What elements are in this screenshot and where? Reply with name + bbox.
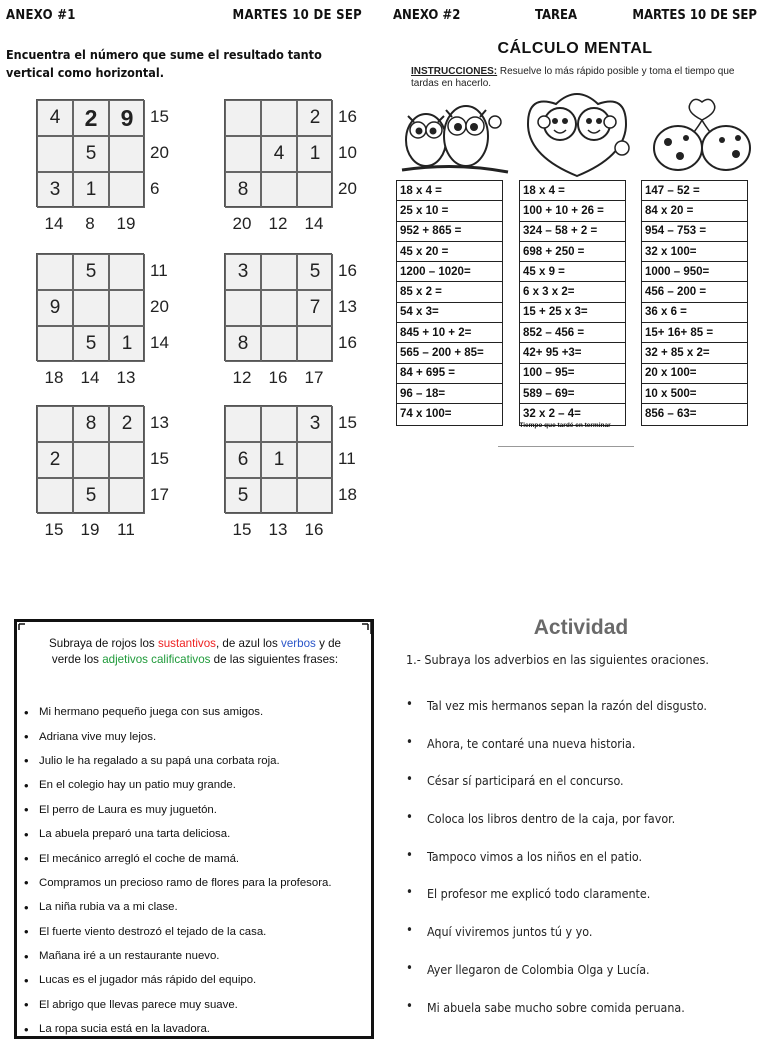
math-operation[interactable]: 20 x 100= [642,364,747,384]
math-operation[interactable]: 15+ 16+ 85 = [642,323,747,343]
puzzle-6 [224,405,364,553]
puzzle-cell: 2 [109,406,145,442]
puzzle-cell[interactable] [261,406,297,442]
anexo2-header [393,8,757,28]
puzzle-cell[interactable] [109,136,145,172]
puzzle-cell[interactable] [109,290,145,326]
calculo-mental-title: CÁLCULO MENTAL [497,40,653,57]
puzzle-cell[interactable] [225,100,261,136]
math-operation[interactable]: 42+ 95 +3= [520,343,625,363]
row-sum: 17 [150,485,169,504]
math-operation[interactable]: 96 – 18= [397,384,502,404]
adverb-sentence: • Mi abuela sabe mucho sobre comida peruana. [402,1000,764,1038]
column-sum: 17 [304,368,324,387]
puzzle-5 [36,405,176,553]
row-sum: 15 [338,413,357,432]
puzzle-cell[interactable] [297,478,333,514]
row-sum: 13 [150,413,169,432]
math-operation[interactable]: 32 x 2 – 4= [523,408,581,421]
adverb-sentence: • El profesor me explicó todo claramente. [402,886,764,924]
row-sum: 20 [338,179,357,198]
math-operation[interactable]: 18 x 4 = [397,181,502,201]
column-sum: 19 [116,214,136,233]
adverb-sentence-list [402,698,764,1037]
puzzle-grid [224,405,332,513]
column-sum: 14 [304,214,324,233]
puzzle-cell[interactable] [73,290,109,326]
column-sum: 15 [44,520,64,539]
puzzle-cell: 3 [225,254,261,290]
anexo1-header [6,8,362,28]
grammar-sentence: • El mecánico arregló el coche de mamá. [24,846,369,870]
puzzle-grid [36,405,144,513]
puzzle-cell: 7 [297,290,333,326]
row-sum: 20 [150,143,169,162]
column-sum: 12 [232,368,252,387]
grammar-sentence: • Compramos un precioso ramo de flores para la profesora. [24,871,369,895]
row-sum: 15 [150,449,169,468]
row-sum: 11 [338,449,356,468]
column-sum: 12 [268,214,288,233]
row-sum: 11 [150,261,168,280]
adverb-sentence: • Ahora, te contaré una nueva historia. [402,736,764,774]
puzzle-cell: 4 [37,100,73,136]
puzzle-grid [224,99,332,207]
column-sum: 18 [44,368,64,387]
sustantivos-word: sustantivos [157,637,216,650]
adverb-sentence: • César sí participará en el concurso. [402,773,764,811]
puzzle-cell[interactable] [297,442,333,478]
puzzle-cell: 5 [297,254,333,290]
puzzle-cell[interactable] [225,406,261,442]
math-operation[interactable]: 845 + 10 + 2= [397,323,502,343]
math-operation[interactable]: 1000 – 950= [642,262,747,282]
puzzle-cell: 9 [37,290,73,326]
grammar-sentence: • Lucas es el jugador más rápido del equipo. [24,968,369,992]
operations-column-1 [396,180,503,426]
monkeys-illustration [516,84,638,180]
column-sum: 11 [117,520,135,539]
instr-part: , de azul los [215,637,282,650]
puzzle-cell: 3 [37,172,73,208]
column-sum: 16 [304,520,324,539]
column-sum: 16 [268,368,288,387]
grammar-sentence: • El perro de Laura es muy juguetón. [24,798,369,822]
puzzle-cell: 6 [225,442,261,478]
puzzle-cell[interactable] [261,100,297,136]
puzzle-cell[interactable] [73,442,109,478]
actividad-title: Actividad [533,616,629,639]
corner-ornament-icon [15,620,31,636]
adverb-sentence: • Coloca los libros dentro de la caja, por favor. [402,811,764,849]
adverb-sentence: • Tampoco vimos a los niños en el patio. [402,849,764,887]
instructions-text: Resuelve lo más rápido posible y toma el tiempo que tardas en hacerlo. [411,66,735,89]
puzzle-cell: 2 [73,100,109,136]
puzzle-cell: 4 [261,136,297,172]
column-sum: 20 [232,214,252,233]
adverb-sentence: • Aquí viviremos juntos tú y yo. [402,924,764,962]
math-operation[interactable]: 18 x 4 = [520,181,625,201]
math-operation[interactable]: 100 – 95= [520,364,625,384]
puzzle-cell[interactable] [297,172,333,208]
puzzle-cell[interactable] [37,254,73,290]
math-operation[interactable]: 100 + 10 + 26 = [520,201,625,221]
puzzle-cell[interactable] [37,326,73,362]
puzzle-cell: 5 [73,326,109,362]
math-operation[interactable]: 84 + 695 = [397,364,502,384]
puzzle-cell: 8 [73,406,109,442]
adverb-sentence: • Tal vez mis hermanos sepan la razón del disgusto. [402,698,764,736]
puzzle-cell[interactable] [37,478,73,514]
puzzle-1 [36,99,176,247]
puzzle-cell: 8 [225,172,261,208]
column-sum: 15 [232,520,252,539]
anexo2-date: MARTES 10 DE SEP [632,8,757,23]
column-sum: 13 [116,368,136,387]
grammar-sentence: • Mañana iré a un restaurante nuevo. [24,944,369,968]
adjetivos-word: adjetivos calificativos [102,653,211,666]
puzzle-cell: 5 [73,254,109,290]
puzzle-cell: 8 [225,326,261,362]
row-sum: 18 [338,485,357,504]
puzzle-cell[interactable] [109,172,145,208]
puzzle-cell[interactable] [261,326,297,362]
time-taken-label: Tiempo que tardé en terminar [519,422,611,429]
math-operation[interactable]: 32 x 100= [642,242,747,262]
puzzle-cell: 1 [73,172,109,208]
puzzle-cell[interactable] [261,290,297,326]
math-operation[interactable]: 10 x 500= [642,384,747,404]
puzzle-cell[interactable] [109,254,145,290]
puzzle-cell: 5 [225,478,261,514]
owls-illustration [400,92,510,180]
math-operation[interactable]: 32 + 85 x 2= [642,343,747,363]
anexo1-instruction: Encuentra el número que sume el resultado tanto vertical como horizontal. [6,47,322,80]
puzzle-cell: 3 [297,406,333,442]
math-operation[interactable]: 856 – 63= [645,408,697,421]
actividad-instruction: 1.- Subraya los adverbios en las siguientes oraciones. [406,652,709,667]
column-sum: 19 [80,520,100,539]
math-operation[interactable]: 74 x 100= [400,408,452,421]
math-operation[interactable]: 954 – 753 = [642,222,747,242]
column-sum: 14 [44,214,64,233]
puzzle-cell[interactable] [225,290,261,326]
grammar-sentence: • Julio le ha regalado a su papá una corbata roja. [24,749,369,773]
puzzle-grid [224,253,332,361]
puzzle-cell: 9 [109,100,145,136]
puzzle-cell[interactable] [297,326,333,362]
grammar-sentence: • La niña rubia va a mi clase. [24,895,369,919]
instr-part: y de verde los [51,637,341,666]
operations-column-3 [641,180,748,426]
adverb-sentence: • Ayer llegaron de Colombia Olga y Lucía. [402,962,764,1000]
math-operation[interactable]: 589 – 69= [520,384,625,404]
math-operation[interactable]: 85 x 2 = [397,282,502,302]
math-operation[interactable]: 324 – 58 + 2 = [520,222,625,242]
column-sum: 8 [85,214,95,233]
math-operation[interactable]: 6 x 3 x 2= [520,282,625,302]
grammar-sentence: • Adriana vive muy lejos. [24,724,369,748]
grammar-sentence: • La ropa sucia está en la lavadora. [24,1017,369,1041]
verbos-word: verbos [281,637,316,650]
puzzle-cell[interactable] [109,442,145,478]
puzzle-cell[interactable] [109,478,145,514]
column-sum: 14 [80,368,100,387]
puzzle-2 [224,99,364,247]
puzzle-cell[interactable] [261,172,297,208]
column-sum: 13 [268,520,288,539]
puzzle-cell: 2 [37,442,73,478]
grammar-instruction [34,636,356,668]
grammar-sentence: • En el colegio hay un patio muy grande. [24,773,369,797]
row-sum: 16 [338,333,357,352]
puzzle-cell: 2 [297,100,333,136]
math-operation[interactable]: 45 x 20 = [397,242,502,262]
puzzle-cell: 1 [109,326,145,362]
row-sum: 6 [150,179,160,198]
puzzle-grid [36,99,144,207]
puzzle-cell: 5 [73,136,109,172]
grammar-sentence: • La abuela preparó una tarta deliciosa. [24,822,369,846]
row-sum: 10 [338,143,357,162]
grammar-sentence-list [24,700,369,1041]
puzzle-cell[interactable] [225,136,261,172]
math-operation[interactable]: 25 x 10 = [397,201,502,221]
math-operation[interactable]: 1200 – 1020= [397,262,502,282]
anexo1-label: ANEXO #1 [6,8,76,23]
time-taken-input-line[interactable] [498,446,634,447]
grammar-sentence: • Mi hermano pequeño juega con sus amigos. [24,700,369,724]
ladybugs-illustration [650,96,754,180]
row-sum: 16 [338,261,357,280]
puzzle-cell: 1 [297,136,333,172]
puzzle-cell[interactable] [37,136,73,172]
anexo1-date: MARTES 10 DE SEP [232,8,362,23]
math-operation[interactable]: 15 + 25 x 3= [520,303,625,323]
puzzle-cell[interactable] [37,406,73,442]
math-operation[interactable]: 456 – 200 = [642,282,747,302]
math-operation[interactable]: 852 – 456 = [520,323,625,343]
instr-part: Subraya de rojos los [49,637,158,650]
math-operation[interactable]: 952 + 865 = [397,222,502,242]
math-operation[interactable]: 565 – 200 + 85= [397,343,502,363]
math-operation[interactable]: 698 + 250 = [520,242,625,262]
anexo2-tag: TAREA [535,8,578,23]
puzzle-cell: 5 [73,478,109,514]
row-sum: 13 [338,297,357,316]
puzzle-grid [36,253,144,361]
math-operation[interactable]: 54 x 3= [397,303,502,323]
corner-ornament-icon [356,620,372,636]
instr-part: de las siguientes frases: [210,653,339,666]
grammar-sentence: • El fuerte viento destrozó el tejado de la casa. [24,920,369,944]
grammar-sentence: • El abrigo que llevas parece muy suave. [24,993,369,1017]
puzzle-cell[interactable] [261,254,297,290]
operations-column-2 [519,180,626,426]
math-operation[interactable]: 147 – 52 = [642,181,747,201]
row-sum: 16 [338,107,357,126]
row-sum: 20 [150,297,169,316]
puzzle-4 [224,253,364,401]
puzzle-cell: 1 [261,442,297,478]
math-operation[interactable]: 84 x 20 = [642,201,747,221]
row-sum: 14 [150,333,169,352]
math-operation[interactable]: 45 x 9 = [520,262,625,282]
row-sum: 15 [150,107,169,126]
anexo2-label: ANEXO #2 [393,8,461,23]
puzzle-3 [36,253,176,401]
instructions-label: INSTRUCCIONES: [411,66,498,77]
math-operation[interactable]: 36 x 6 = [642,303,747,323]
puzzle-cell[interactable] [261,478,297,514]
